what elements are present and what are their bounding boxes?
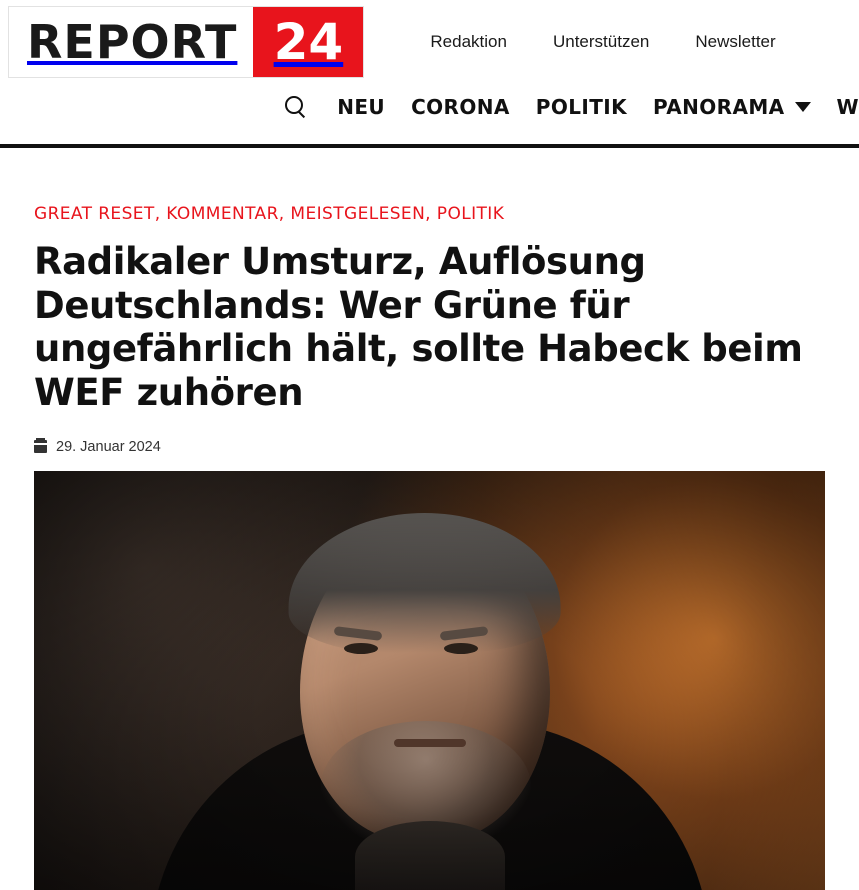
article: [0, 204, 859, 890]
article-hero-image: [34, 471, 825, 890]
header-divider: [0, 144, 859, 148]
article-headline: Radikaler Umsturz, Auflösung Deutschlands: Wer Grüne für ungefährlich hält, sollte Habeck beim WEF zuhören: [34, 240, 803, 414]
article-date: 29. Januar 2024: [56, 438, 161, 455]
article-meta: [34, 439, 825, 455]
logo-wordmark: REPORT: [9, 7, 253, 77]
article-categories[interactable]: GREAT RESET, KOMMENTAR, MEISTGELESEN, POLITIK: [34, 204, 505, 224]
nav-item-panorama-label: PANORAMA: [653, 95, 785, 119]
search-icon[interactable]: [285, 96, 307, 118]
header-top-links: [430, 32, 775, 52]
main-navigation: [0, 84, 859, 144]
top-link-redaktion[interactable]: Redaktion: [430, 32, 507, 51]
nav-item-w[interactable]: W: [836, 95, 859, 119]
nav-item-neu[interactable]: NEU: [337, 95, 386, 119]
top-link-newsletter[interactable]: Newsletter: [695, 32, 776, 51]
hero-vignette: [34, 471, 825, 890]
nav-item-panorama[interactable]: [653, 95, 811, 119]
site-logo[interactable]: [8, 6, 364, 78]
calendar-icon: [34, 440, 47, 453]
top-link-unterstuetzen[interactable]: Unterstützen: [552, 32, 650, 51]
site-header: [0, 0, 859, 84]
chevron-down-icon[interactable]: [795, 102, 811, 112]
logo-number-badge: 24: [253, 7, 363, 77]
nav-item-corona[interactable]: CORONA: [411, 95, 510, 119]
nav-item-politik[interactable]: POLITIK: [535, 95, 628, 119]
